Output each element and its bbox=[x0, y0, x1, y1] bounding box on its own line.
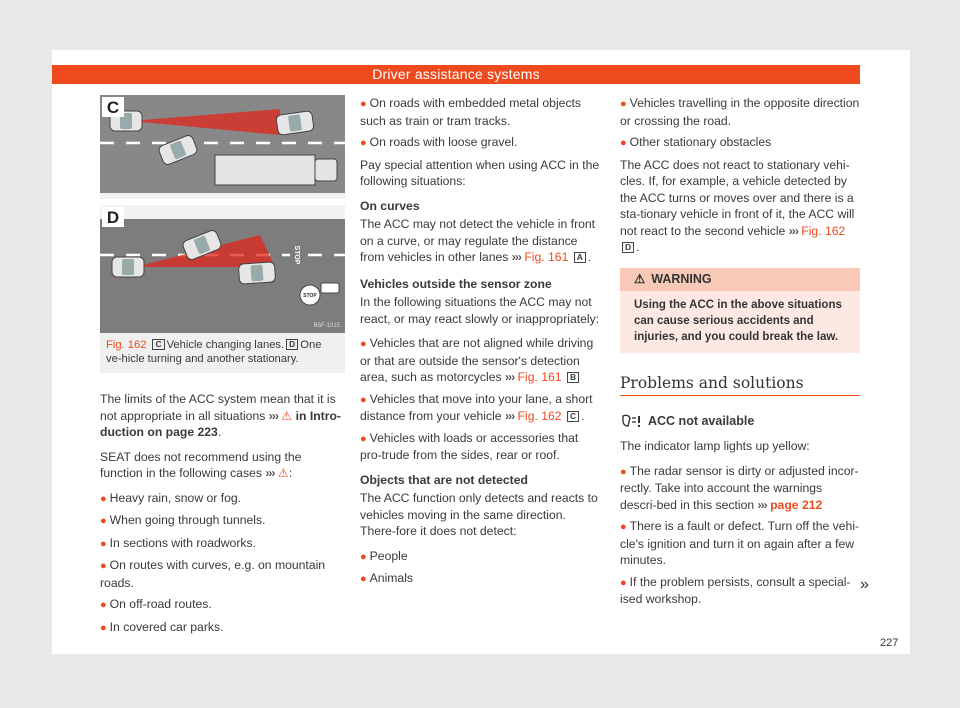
column-2 bbox=[360, 95, 600, 593]
list-item: ● On off-road routes. bbox=[100, 597, 212, 611]
subsection-title: ACC not available bbox=[648, 413, 755, 428]
lamp-paragraph: The indicator lamp lights up yellow: bbox=[620, 439, 810, 453]
caption-text-1: Vehicle changing lanes. bbox=[166, 339, 285, 351]
list-item: ● Vehicles that move into your lane, a short distance from your vehicle ››› Fig. 162 C . bbox=[360, 391, 593, 423]
not-detected-paragraph: The ACC function only detects and reacts to vehicles moving in the same direction. There-fore it does not detect: bbox=[360, 491, 598, 538]
heading-curves: On curves bbox=[360, 198, 420, 213]
warning-box bbox=[620, 268, 860, 353]
bullet-icon: ● bbox=[100, 599, 107, 611]
bullet-icon: ● bbox=[620, 521, 627, 533]
list-item: ● The radar sensor is dirty or adjusted incor-rectly. Take into account the warnings descri-bed in this section ››› page 212 bbox=[620, 463, 859, 512]
figure-162 bbox=[100, 95, 345, 333]
stop-road-marking: STOP bbox=[293, 245, 300, 265]
acc-warning-icon bbox=[620, 412, 642, 430]
figure-code: B5F-1015 bbox=[313, 323, 340, 329]
panel-label-c: C bbox=[106, 98, 120, 117]
recommend-paragraph bbox=[100, 449, 345, 482]
page-212-link[interactable]: page 212 bbox=[770, 497, 823, 512]
heading-sensor-zone: Vehicles outside the sensor zone bbox=[360, 276, 552, 291]
intro-reference[interactable]: in Intro-duction on page 223 bbox=[100, 408, 341, 439]
caption-box-d: D bbox=[286, 339, 298, 350]
attention-paragraph: Pay special attention when using ACC in the following situations: bbox=[360, 157, 600, 188]
warning-header bbox=[620, 268, 860, 291]
bullet-icon: ● bbox=[620, 576, 627, 589]
figure-illustration bbox=[100, 95, 345, 333]
box-b: B bbox=[567, 372, 579, 383]
section-title: Problems and solutions bbox=[620, 375, 860, 397]
bullet-icon: ● bbox=[100, 537, 107, 550]
warning-text: Using the ACC in the above situations can cause serious accidents and injuries, and you could break the law. bbox=[634, 298, 842, 343]
bullet-icon: ● bbox=[620, 465, 627, 478]
figure-caption bbox=[100, 333, 345, 373]
ref-arrows: ››› bbox=[511, 250, 521, 264]
recommend-text: SEAT does not recommend using the function in the following cases bbox=[100, 449, 302, 480]
caption-box-c: C bbox=[152, 339, 164, 350]
list-item: ● Vehicles with loads or accessories that pro-trude from the sides, rear or roof. bbox=[360, 430, 579, 462]
period: . bbox=[217, 425, 222, 439]
bullet-icon: ● bbox=[360, 338, 367, 350]
bullet-icon: ● bbox=[620, 98, 627, 110]
list-item: ● In sections with roadworks. bbox=[100, 535, 256, 550]
limits-text: The limits of the ACC system mean that it is not appropriate in all situations bbox=[100, 392, 336, 423]
caption-figure-number: Fig. 162 bbox=[106, 339, 147, 351]
warning-icon: ⚠ bbox=[281, 408, 293, 423]
box-a: A bbox=[574, 252, 586, 263]
panel-label-d: D bbox=[106, 208, 120, 227]
sensor-paragraph: In the following situations the ACC may not react, or may react slowly or inappropriately: bbox=[360, 295, 600, 326]
list-item: ● Vehicles that are not aligned while driving or that are outside the sensor's detection area, such as motorcycles ››› Fig. 161 B bbox=[360, 336, 594, 384]
list-item: ● On routes with curves, e.g. on mountain roads. bbox=[100, 558, 326, 590]
bullet-icon: ● bbox=[100, 560, 107, 572]
list-item: ● People bbox=[360, 548, 408, 563]
curves-paragraph: The ACC may not detect the vehicle in front on a curve, or may regulate the distance from vehicles in other lanes ››› Fig. 161 A . bbox=[360, 217, 596, 264]
fig-161-link[interactable]: Fig. 161 bbox=[517, 370, 562, 384]
page-header: Driver assistance systems bbox=[52, 65, 860, 84]
column-1 bbox=[100, 95, 345, 641]
bullet-icon: ● bbox=[100, 621, 107, 634]
stop-sign: STOP bbox=[303, 293, 317, 299]
bullet-icon: ● bbox=[100, 492, 107, 505]
fig-162-link[interactable]: Fig. 162 bbox=[801, 223, 846, 238]
ref-arrows: ››› bbox=[268, 408, 278, 423]
caption-text-2: One ve-hicle turning and another stationary. bbox=[106, 339, 322, 365]
list-item: ● On roads with embedded metal objects such as train or tram tracks. bbox=[360, 96, 582, 128]
list-item: ● Animals bbox=[360, 571, 414, 585]
bullet-icon: ● bbox=[360, 432, 367, 445]
list-item: ● Other stationary obstacles bbox=[620, 135, 772, 149]
warning-icon: ⚠ bbox=[634, 271, 646, 286]
bullet-icon: ● bbox=[360, 137, 367, 149]
list-item: ● In covered car parks. bbox=[100, 619, 224, 634]
list-item: ● There is a fault or defect. Turn off the vehi-cle's ignition and turn it on again after a few minutes. bbox=[620, 519, 860, 567]
list-item: ● Heavy rain, snow or fog. bbox=[100, 490, 242, 505]
list-item: ● If the problem persists, consult a special-ised workshop. bbox=[620, 574, 851, 606]
heading-not-detected: Objects that are not detected bbox=[360, 472, 528, 487]
fig-162-link[interactable]: Fig. 162 bbox=[517, 409, 562, 423]
bullet-icon: ● bbox=[360, 550, 367, 563]
bullet-icon: ● bbox=[620, 137, 627, 149]
limits-paragraph bbox=[100, 391, 345, 441]
box-c: C bbox=[567, 411, 579, 422]
stationary-paragraph: The ACC does not react to stationary vehi-cles. If, for example, a vehicle detected by the ACC turns or moves over and there is a sta-tionary vehicle in front of it, the ACC will not react to the second vehicle ››› Fig. 162 D . bbox=[620, 157, 855, 254]
fig-161-link[interactable]: Fig. 161 bbox=[524, 250, 569, 264]
page-number: 227 bbox=[880, 637, 899, 649]
continue-marker: » bbox=[860, 576, 869, 593]
warning-icon[interactable]: ⚠ bbox=[277, 466, 289, 480]
box-d: D bbox=[622, 242, 634, 253]
bullet-icon: ● bbox=[360, 573, 367, 585]
bullet-icon: ● bbox=[100, 515, 107, 527]
warning-title: WARNING bbox=[651, 271, 712, 286]
bullet-icon: ● bbox=[360, 98, 367, 110]
column-3 bbox=[620, 95, 860, 613]
list-item: ● When going through tunnels. bbox=[100, 513, 266, 527]
colon: : bbox=[288, 466, 293, 480]
subsection-heading bbox=[620, 412, 860, 430]
bullet-icon: ● bbox=[360, 393, 367, 406]
ref-arrows: ››› bbox=[265, 466, 275, 480]
list-item: ● Vehicles travelling in the opposite direction or crossing the road. bbox=[620, 96, 860, 128]
ref-arrows: ››› bbox=[788, 223, 798, 238]
list-item: ● On roads with loose gravel. bbox=[360, 135, 518, 149]
